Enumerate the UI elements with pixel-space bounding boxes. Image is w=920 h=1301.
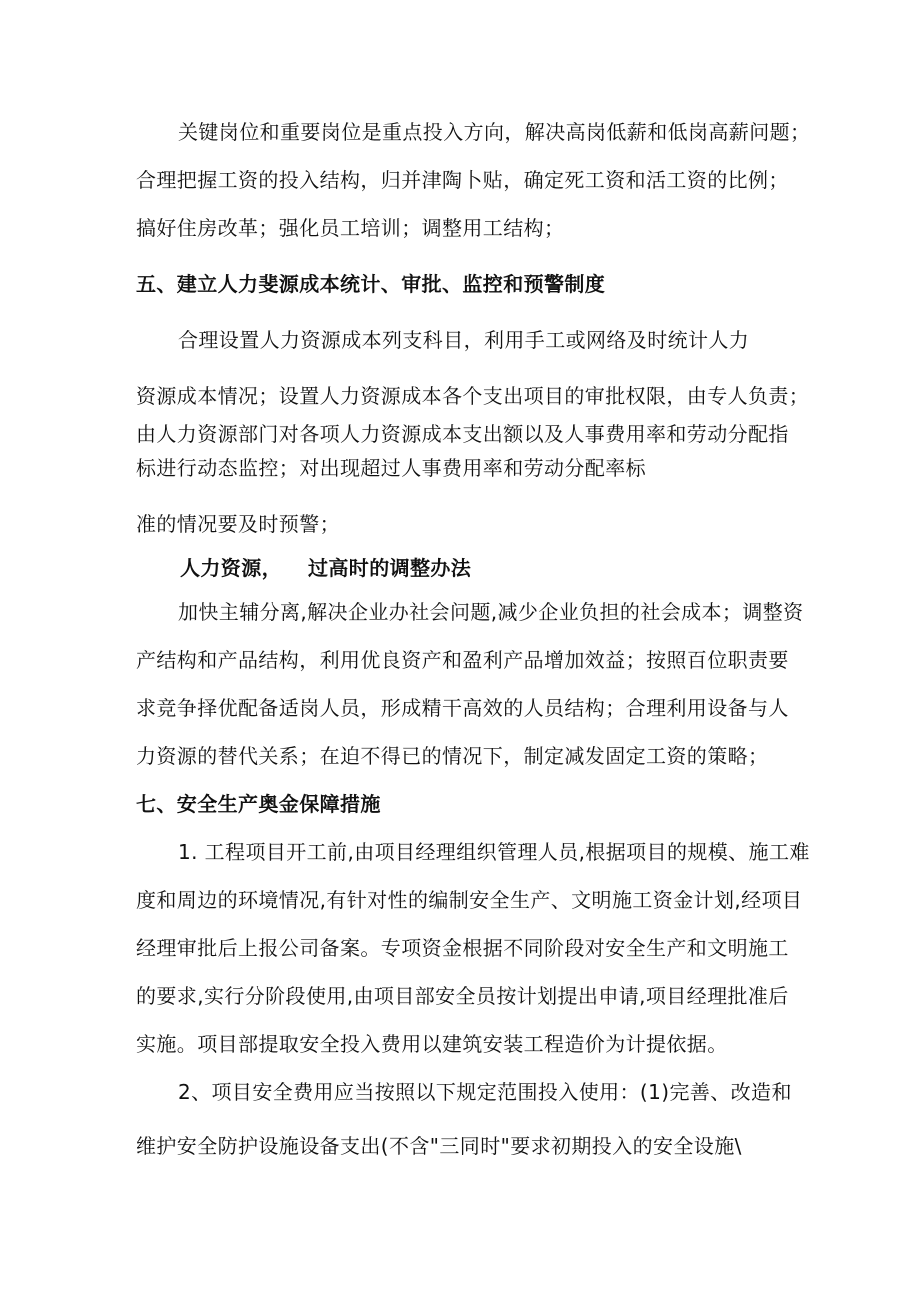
- paragraph-line: 产结构和产品结构，利用优良资产和盈利产品增加效益；按照百位职责要: [136, 648, 789, 672]
- paragraph-line: 合理把握工资的投入结构，归并津陶卜贴，确定死工资和活工资的比例；: [136, 168, 789, 192]
- subheading-part-2: 过高时的调整办法: [308, 556, 472, 580]
- paragraph-line: 力资源的替代关系；在迫不得已的情况下，制定减发固定工资的策略；: [136, 744, 769, 768]
- paragraph-line: 度和周边的环境情况,有针对性的编制安全生产、文明施工资金计划,经项目: [136, 888, 803, 912]
- subheading-part-1: 人力资源，: [180, 556, 282, 580]
- paragraph-line: 实施。项目部提取安全投入费用以建筑安装工程造价为计提依据。: [136, 1032, 728, 1056]
- paragraph-line: 2、项目安全费用应当按照以下规定范围投入使用：(1)完善、改造和: [178, 1080, 792, 1104]
- section-heading: 五、建立人力斐源成本统计、审批、监控和预警制度: [136, 272, 606, 296]
- paragraph-line: 维护安全防护设施设备支出(不含"三同时"要求初期投入的安全设施\: [136, 1134, 742, 1158]
- paragraph-line: 准的情况要及时预警；: [136, 512, 340, 536]
- paragraph-line: 求竞争择优配备适岗人员，形成精干高效的人员结构；合理利用设备与人: [136, 696, 789, 720]
- section-heading: 七、安全生产奥金保障措施: [136, 792, 381, 816]
- paragraph-line: 搞好住房改革；强化员工培训；调整用工结构；: [136, 216, 565, 240]
- paragraph-line: 关键岗位和重要岗位是重点投入方向，解决高岗低薪和低岗高薪问题；: [178, 120, 811, 144]
- paragraph-line: 的要求,实行分阶段使用,由项目部安全员按计划提出申请,项目经理批准后: [136, 984, 789, 1008]
- paragraph-line: 由人力资源部门对各项人力资源成本支出额以及人事费用率和劳动分配指: [136, 422, 789, 446]
- paragraph-line: 加快主辅分离,解决企业办社会问题,减少企业负担的社会成本；调整资: [178, 600, 804, 624]
- paragraph-line: 1. 工程项目开工前,由项目经理组织管理人员,根据项目的规模、施工难: [178, 840, 810, 864]
- paragraph-line: 标进行动态监控；对出现超过人事费用率和劳动分配率标: [136, 456, 646, 480]
- paragraph-line: 经理审批后上报公司备案。专项资金根据不同阶段对安全生产和文明施工: [136, 936, 789, 960]
- paragraph-line: 合理设置人力资源成本列支科目，利用手工或网络及时统计人力: [178, 328, 750, 352]
- paragraph-line: 资源成本情况；设置人力资源成本各个支出项目的审批权限，由专人负责；: [136, 384, 810, 408]
